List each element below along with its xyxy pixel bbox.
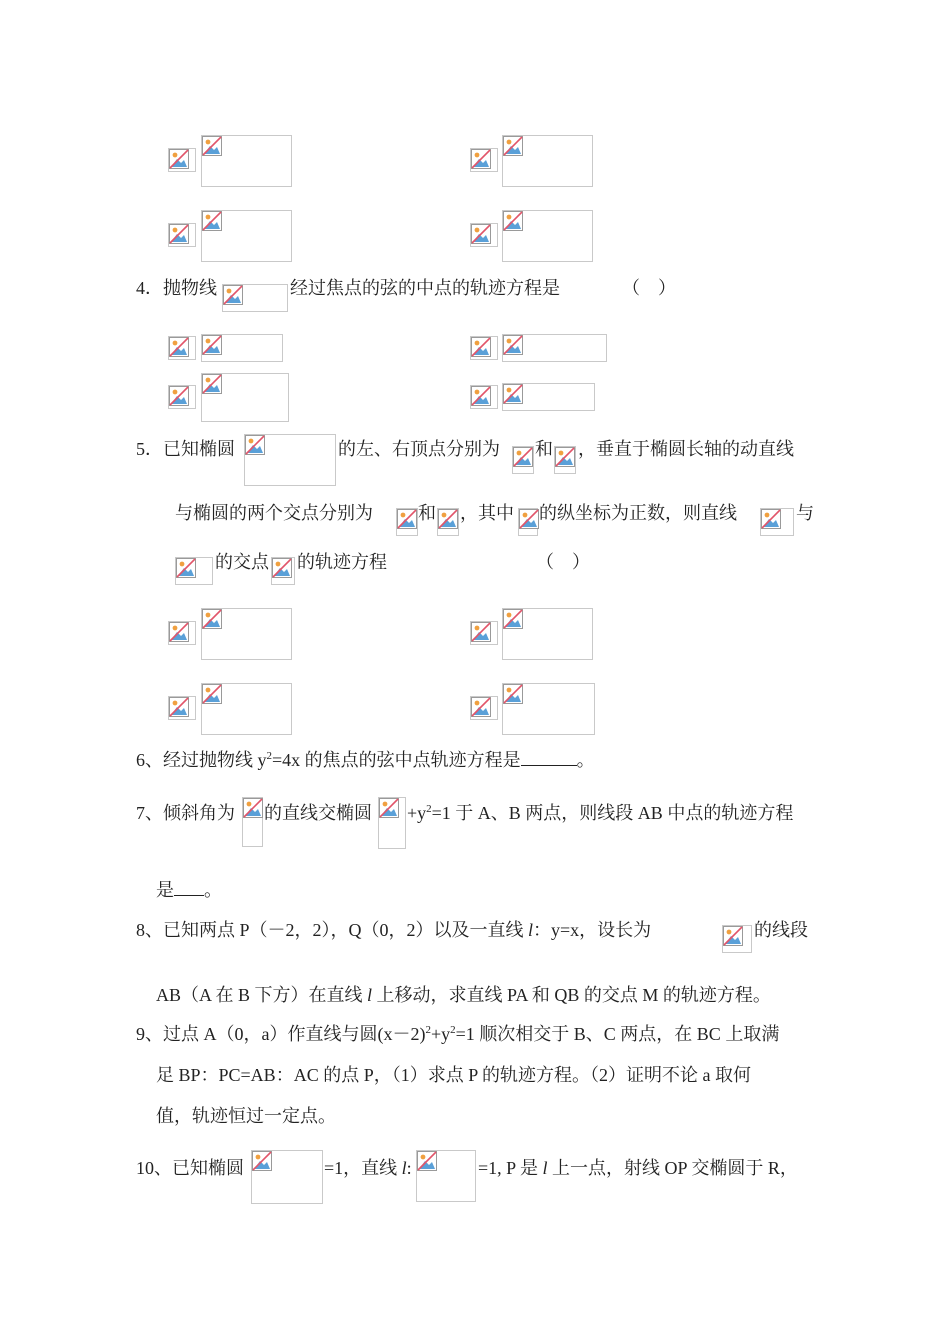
formula-image — [175, 557, 213, 585]
formula-image — [502, 608, 593, 660]
answer-parentheses: （ ） — [622, 278, 676, 298]
formula-image — [470, 621, 498, 645]
formula-image — [244, 434, 336, 486]
broken-image-icon — [503, 609, 523, 629]
formula-image — [201, 608, 292, 660]
question-9: 9、过点 A（0，a）作直线与圆$(x-2)^2+y^2=1$ 顺次相交于 B、C 两点，在 BC 上取满 — [136, 1024, 780, 1044]
formula-image — [168, 148, 196, 172]
broken-image-icon — [202, 211, 222, 231]
formula-image — [222, 284, 288, 312]
broken-image-icon — [202, 609, 222, 629]
broken-image-icon — [379, 798, 399, 818]
question-7: 7、倾斜角为 — [136, 803, 235, 823]
broken-image-icon — [169, 224, 189, 244]
broken-image-icon — [723, 926, 743, 946]
broken-image-icon — [243, 798, 263, 818]
formula-image — [201, 210, 292, 262]
broken-image-icon — [761, 509, 781, 529]
broken-image-icon — [555, 447, 575, 467]
formula-image — [502, 383, 595, 411]
broken-image-icon — [252, 1151, 272, 1171]
broken-image-icon — [503, 684, 523, 704]
question-number: 4． — [136, 278, 163, 298]
broken-image-icon — [202, 374, 222, 394]
formula-image — [396, 508, 418, 536]
broken-image-icon — [503, 384, 523, 404]
formula-image — [242, 797, 263, 847]
broken-image-icon — [519, 509, 539, 529]
broken-image-icon — [471, 697, 491, 717]
formula-image — [502, 210, 593, 262]
broken-image-icon — [176, 558, 196, 578]
formula-image — [722, 925, 752, 953]
question-5: 5．已知椭圆 — [136, 439, 235, 459]
question-10: 10、已知椭圆 — [136, 1158, 244, 1178]
broken-image-icon — [417, 1151, 437, 1171]
formula-image — [271, 557, 295, 585]
question-6: 6、经过抛物线 $y^2=4x$ 的焦点的弦中点轨迹方程是 。 — [136, 750, 595, 770]
formula-image — [518, 508, 538, 536]
broken-image-icon — [169, 337, 189, 357]
formula-image — [168, 696, 196, 720]
formula-image — [470, 385, 498, 409]
formula-image — [201, 334, 283, 362]
formula-image — [416, 1150, 476, 1202]
formula-image — [201, 135, 292, 187]
formula-image — [168, 385, 196, 409]
broken-image-icon — [223, 285, 243, 305]
broken-image-icon — [503, 335, 523, 355]
broken-image-icon — [169, 697, 189, 717]
broken-image-icon — [471, 386, 491, 406]
broken-image-icon — [471, 622, 491, 642]
broken-image-icon — [272, 558, 292, 578]
formula-image — [512, 446, 534, 474]
formula-image — [502, 334, 607, 362]
formula-image — [470, 696, 498, 720]
broken-image-icon — [503, 136, 523, 156]
broken-image-icon — [471, 337, 491, 357]
formula-image — [760, 508, 794, 536]
formula-image — [168, 223, 196, 247]
formula-image — [470, 148, 498, 172]
question-4: 4．抛物线 — [136, 278, 217, 298]
broken-image-icon — [169, 622, 189, 642]
broken-image-icon — [503, 211, 523, 231]
formula-image — [168, 621, 196, 645]
broken-image-icon — [169, 386, 189, 406]
formula-image — [251, 1150, 323, 1204]
formula-image — [554, 446, 576, 474]
broken-image-icon — [471, 224, 491, 244]
answer-parentheses: （ ） — [536, 552, 590, 572]
formula-image — [437, 508, 459, 536]
question-8: 8、已知两点 P（－2，2），Q（0，2）以及一直线 l：y=x，设长为 — [136, 920, 652, 940]
broken-image-icon — [471, 149, 491, 169]
broken-image-icon — [202, 684, 222, 704]
broken-image-icon — [202, 136, 222, 156]
answer-blank — [174, 879, 204, 896]
formula-image — [168, 336, 196, 360]
formula-image — [470, 223, 498, 247]
formula-image — [378, 797, 406, 849]
broken-image-icon — [245, 435, 265, 455]
question-number: 5． — [136, 439, 163, 459]
formula-image — [201, 373, 289, 422]
formula-image — [470, 336, 498, 360]
formula-image — [502, 135, 593, 187]
formula-image — [502, 683, 595, 735]
broken-image-icon — [438, 509, 458, 529]
broken-image-icon — [169, 149, 189, 169]
formula-image — [201, 683, 292, 735]
broken-image-icon — [202, 335, 222, 355]
broken-image-icon — [397, 509, 417, 529]
broken-image-icon — [513, 447, 533, 467]
answer-blank — [521, 749, 577, 766]
